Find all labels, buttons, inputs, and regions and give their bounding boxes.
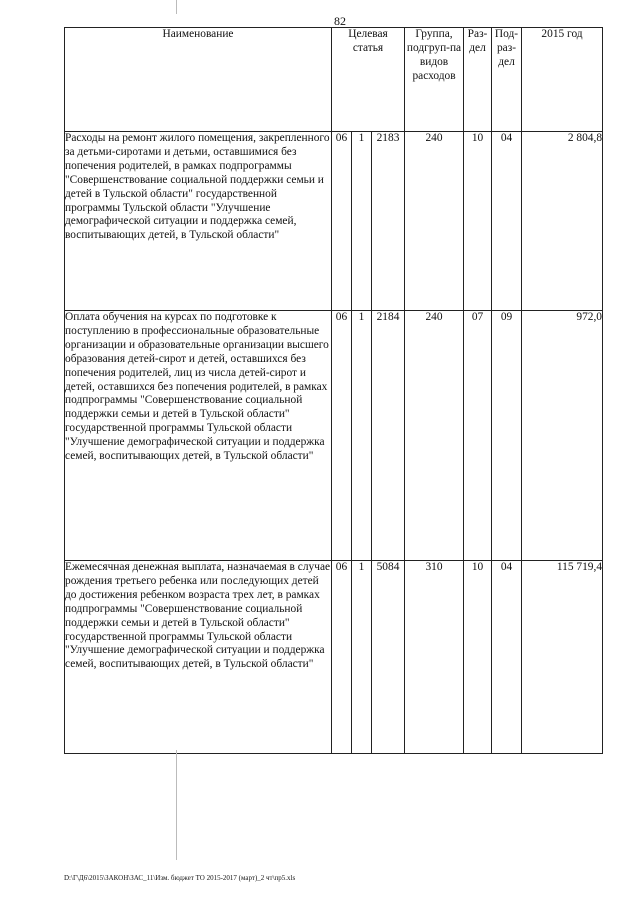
row-section: 10 bbox=[464, 561, 492, 754]
row-subsection: 09 bbox=[492, 311, 522, 561]
row-target-direction: 5084 bbox=[372, 561, 405, 754]
row-target-program: 06 bbox=[332, 311, 352, 561]
row-subsection: 04 bbox=[492, 132, 522, 311]
row-group: 240 bbox=[405, 311, 464, 561]
row-name: Ежемесячная денежная выплата, назначаемая в случае рождения третьего ребенка или последующих детей до достижения ребенком возраста трех лет, в рамках подпрограммы "Совершенствование социальной поддержки семьи и детей в Тульской области" государственной программы Тульской области "Улучшение демографической ситуации и поддержка семей, воспитывающих детей, в Тульской области" bbox=[65, 561, 332, 754]
table-row bbox=[65, 311, 603, 561]
header-group: Группа, подгруп-па видов расходов bbox=[405, 28, 464, 132]
row-target-direction: 2183 bbox=[372, 132, 405, 311]
header-section: Раз-дел bbox=[464, 28, 492, 132]
header-subsection: Под-раз-дел bbox=[492, 28, 522, 132]
row-group: 310 bbox=[405, 561, 464, 754]
row-name: Расходы на ремонт жилого помещения, закрепленного за детьми-сиротами и детьми, оставшимися без попечения родителей, в рамках подпрограммы "Совершенствование социальной поддержки семьи и детей в Тульской области" государственной программы Тульской области "Улучшение демографической ситуации и поддержка семей, воспитывающих детей, в Тульской области" bbox=[65, 132, 332, 311]
header-target: Целевая статья bbox=[332, 28, 405, 132]
table-header-row bbox=[65, 28, 603, 132]
table-row bbox=[65, 561, 603, 754]
row-amount: 115 719,4 bbox=[522, 561, 603, 754]
footer-file-path: D:\Г\Д6\2015\ЗАКОН\ЗАС_11\Изм. бюджет ТО 2015-2017 (март)_2 чт\пр5.xls bbox=[64, 874, 296, 882]
scan-artifact-line bbox=[176, 0, 177, 14]
row-target-program: 06 bbox=[332, 132, 352, 311]
row-section: 10 bbox=[464, 132, 492, 311]
header-year: 2015 год bbox=[522, 28, 603, 132]
row-group: 240 bbox=[405, 132, 464, 311]
header-name: Наименование bbox=[65, 28, 332, 132]
budget-table bbox=[64, 27, 603, 754]
row-amount: 972,0 bbox=[522, 311, 603, 561]
row-target-subprogram: 1 bbox=[352, 311, 372, 561]
page-number: 82 bbox=[334, 14, 346, 28]
row-target-subprogram: 1 bbox=[352, 132, 372, 311]
row-amount: 2 804,8 bbox=[522, 132, 603, 311]
table-row bbox=[65, 132, 603, 311]
row-section: 07 bbox=[464, 311, 492, 561]
row-target-subprogram: 1 bbox=[352, 561, 372, 754]
row-target-program: 06 bbox=[332, 561, 352, 754]
scan-artifact-line bbox=[176, 750, 177, 860]
row-subsection: 04 bbox=[492, 561, 522, 754]
row-name: Оплата обучения на курсах по подготовке к поступлению в профессиональные образовательные организации и образовательные организации высшего образования детей-сирот и детей, оставшихся без попечения родителей, лиц из числа детей-сирот и детей, оставшихся без попечения родителей, в рамках подпрограммы "Совершенствование социальной поддержки семьи и детей в Тульской области" государственной программы Тульской области "Улучшение демографической ситуации и поддержка семей, воспитывающих детей, в Тульской области" bbox=[65, 311, 332, 561]
row-target-direction: 2184 bbox=[372, 311, 405, 561]
